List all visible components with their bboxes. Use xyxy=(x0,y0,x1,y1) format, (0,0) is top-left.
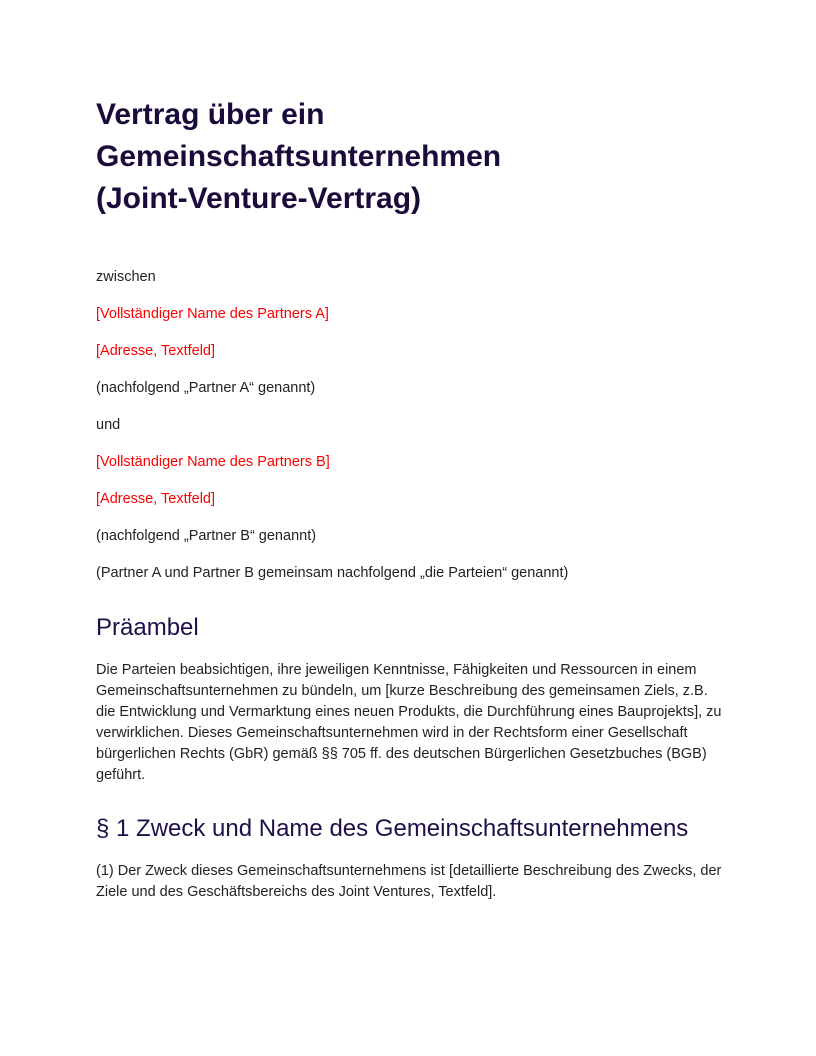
title-line: Vertrag über ein xyxy=(96,98,325,131)
party-text: (nachfolgend „Partner B“ genannt) xyxy=(96,528,317,544)
partner-b-name-placeholder: [Vollständiger Name des Partners B] xyxy=(96,454,330,470)
section-1-heading: § 1 Zweck und Name des Gemeinschaftsunternehmens xyxy=(96,815,689,842)
party-text: (Partner A und Partner B gemeinsam nachfolgend „die Parteien“ genannt) xyxy=(96,565,569,581)
preamble-heading: Präambel xyxy=(96,614,199,641)
title-line: (Joint-Venture-Vertrag) xyxy=(96,182,422,215)
document-title xyxy=(96,94,726,220)
title-line: Gemeinschaftsunternehmen xyxy=(96,140,502,173)
preamble-text: Die Parteien beabsichtigen, ihre jeweiligen Kenntnisse, Fähigkeiten und Ressourcen in einem Gemeinschaftsunternehmen zu bündeln, um [kurze Beschreibung des gemeinsamen Ziels, z.B. die Entwicklung und Vermarktung eines neuen Produkts, die Durchführung eines Bauprojekts], zu verwirklichen. Dieses Gemeinschaftsunternehmen wird in der Rechtsform einer Gesellschaft bürgerlichen Rechts (GbR) gemäß §§ 705 ff. des deutschen Bürgerlichen Gesetzbuches (BGB) geführt. xyxy=(96,662,722,783)
partner-a-address-placeholder: [Adresse, Textfeld] xyxy=(96,343,216,359)
party-text: und xyxy=(96,417,121,433)
party-text: (nachfolgend „Partner A“ genannt) xyxy=(96,380,316,396)
party-text: zwischen xyxy=(96,269,156,285)
section-1-text: (1) Der Zweck dieses Gemeinschaftsunternehmens ist [detaillierte Beschreibung des Zwecks, der Ziele und des Geschäftsbereichs des Joint Ventures, Textfeld]. xyxy=(96,863,722,900)
partner-a-name-placeholder: [Vollständiger Name des Partners A] xyxy=(96,306,329,322)
partner-b-address-placeholder: [Adresse, Textfeld] xyxy=(96,491,216,507)
parties-block xyxy=(96,267,726,600)
